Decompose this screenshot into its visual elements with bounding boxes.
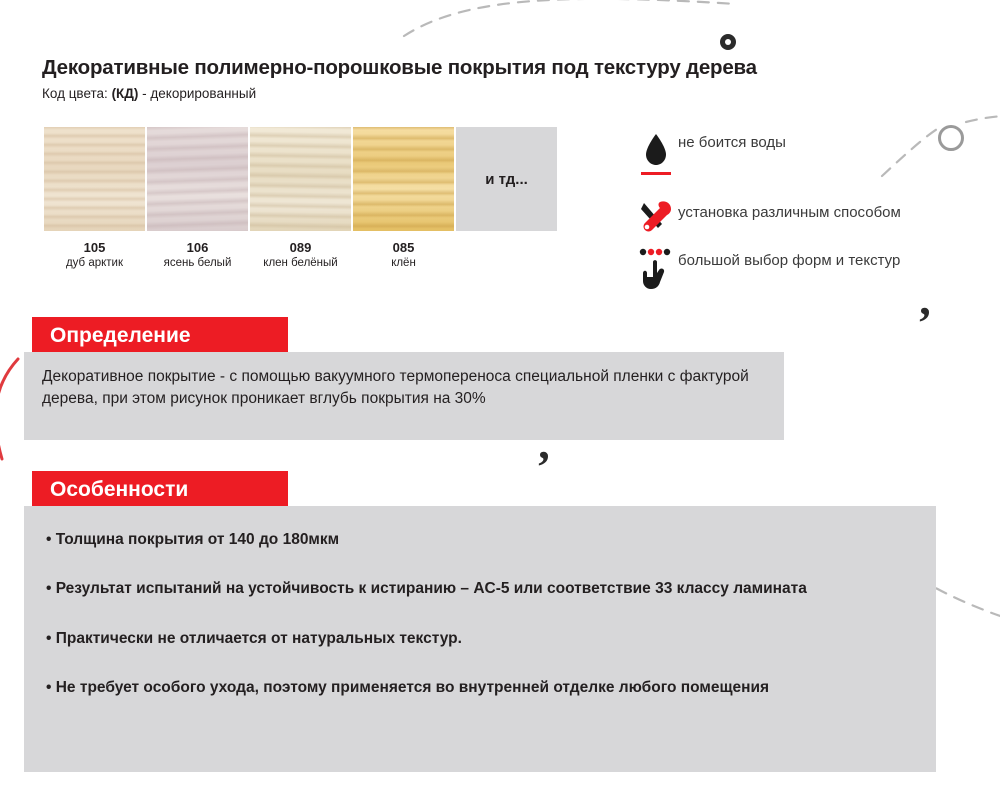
swatch-item-more[interactable] (456, 127, 557, 271)
feature-item-installation (634, 198, 964, 234)
wrench-screwdriver-icon (634, 198, 678, 234)
feature-bullet: • Результат испытаний на устойчивость к истиранию – AC-5 или соответствие 33 классу ламината (46, 580, 807, 598)
swatch-label (66, 240, 123, 271)
swatch-texture-089 (250, 127, 351, 231)
section-heading-features: Особенности (32, 471, 288, 511)
swatch-texture-105 (44, 127, 145, 231)
feature-label: большой выбор форм и текстур (678, 252, 901, 269)
features-panel (24, 506, 936, 772)
swatch-texture-106 (147, 127, 248, 231)
dot-decoration (720, 34, 736, 50)
feature-bullet: • Практически не отличается от натуральных текстур. (46, 629, 462, 647)
water-drop-icon (634, 128, 678, 182)
subtitle-suffix: - декорированный (138, 86, 257, 101)
swatch-item[interactable] (250, 127, 351, 271)
dashed-line-top-decoration (400, 0, 740, 50)
swatch-label (263, 240, 337, 271)
feature-label: не боится воды (678, 134, 786, 151)
swatch-code: 085 (392, 240, 415, 255)
swatch-label (391, 240, 416, 271)
swatch-item[interactable] (147, 127, 248, 271)
swatch-item[interactable] (353, 127, 454, 271)
swatch-code: 089 (289, 240, 312, 255)
page-title: Декоративные полимерно-порошковые покрытия под текстуру дерева (42, 56, 757, 79)
section-heading-definition: Определение (32, 317, 288, 357)
document-header (42, 56, 922, 101)
page-subtitle (42, 86, 922, 101)
swatch-name: ясень белый (163, 257, 232, 270)
swatch-name: дуб арктик (65, 257, 124, 270)
swatch-code: 105 (83, 240, 106, 255)
feature-bullet: • Толщина покрытия от 140 до 180мкм (46, 531, 340, 548)
feature-label: установка различным способом (678, 204, 901, 221)
swatch-more-label: и тд... (456, 127, 557, 231)
subtitle-code: (КД) (111, 86, 139, 101)
swatch-code: 106 (186, 240, 209, 255)
swatch-name: клен белёный (263, 257, 338, 270)
swatch-texture-085 (353, 127, 454, 231)
feature-item-variety (634, 246, 964, 294)
comma-decoration-right: ’ (917, 297, 933, 348)
comma-decoration-center: ’ (536, 441, 552, 492)
feature-bullet: • Не требует особого ухода, поэтому применяется во внутренней отделке любого помещения (46, 678, 770, 696)
feature-list (634, 128, 964, 308)
swatch-item[interactable] (44, 127, 145, 271)
swatch-label (164, 240, 232, 271)
definition-text: Декоративное покрытие - с помощью вакуумного термопереноса специальной пленки с фактурой дерева, при этом рисунок проникает вглубь покрытия на 30% (42, 368, 749, 408)
color-swatch-row (44, 127, 557, 271)
subtitle-prefix: Код цвета: (42, 86, 112, 101)
hand-pointer-icon (634, 246, 678, 294)
feature-item-water (634, 128, 964, 182)
swatch-name: клён (391, 257, 416, 270)
definition-panel (24, 352, 784, 440)
